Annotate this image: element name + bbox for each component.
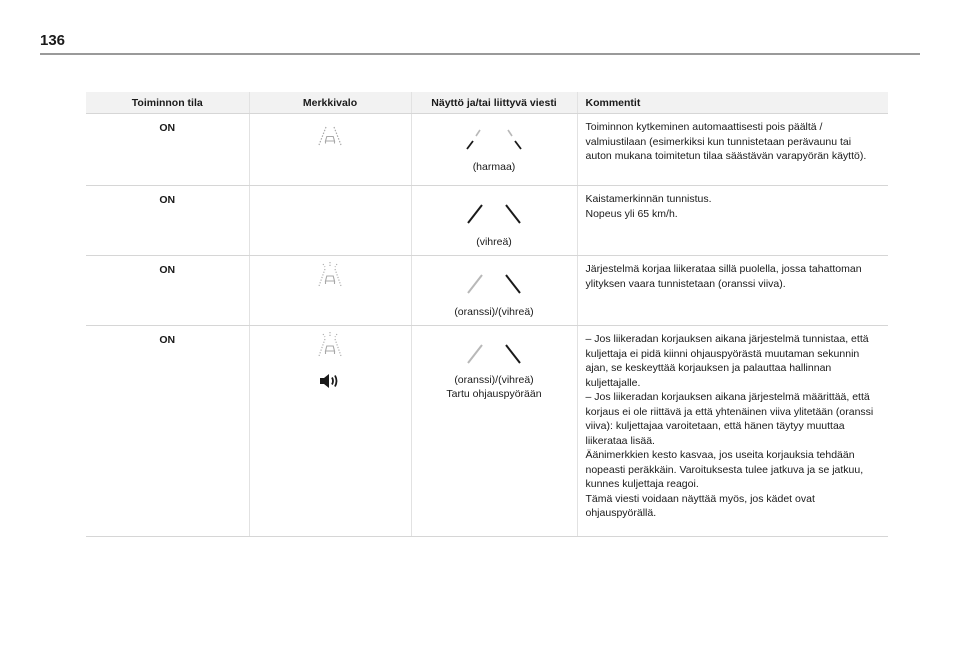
- state-cell: ON: [86, 114, 249, 186]
- lane-lines-orange-green-icon: [464, 272, 524, 296]
- header-state: Toiminnon tila: [86, 92, 249, 114]
- table-row: [86, 114, 888, 186]
- display-cell: [411, 186, 577, 256]
- comment-line: Nopeus yli 65 km/h.: [585, 207, 678, 220]
- table-row: [86, 256, 888, 326]
- table-row: [86, 326, 888, 537]
- display-caption: Tartu ohjauspyörään: [446, 388, 542, 400]
- comment-cell: [577, 326, 888, 537]
- state-cell: ON: [86, 326, 249, 537]
- indicator-cell: [249, 186, 411, 256]
- display-cell: [411, 326, 577, 537]
- lane-lines-green-icon: [464, 202, 524, 226]
- function-status-table: [86, 92, 888, 537]
- header-display: Näyttö ja/tai liittyvä viesti: [411, 92, 577, 114]
- comment-line: Kaistamerkinnän tunnistus.: [585, 193, 712, 205]
- lane-lines-orange-green-icon: [464, 342, 524, 366]
- comment-cell: Järjestelmä korjaa liikerataa sillä puolella, jossa tahattoman ylityksen vaara tunnistetaan (oranssi viiva).: [577, 256, 888, 326]
- header-rule: [40, 53, 920, 55]
- comment-cell: Toiminnon kytkeminen automaattisesti pois päältä / valmiustilaan (esimerkiksi kun tunnistetaan perävaunu tai auton mukana toimitetun tilaa säästävän varapyörän käyttö).: [577, 114, 888, 186]
- comment-line: – Jos liikeradan korjauksen aikana järjestelmä määrittää, että korjaus ei ole riittävä ja että yhtenäinen viiva ylitetään (oranssi viiva): kuljettajaa varoitetaan, että hänen täytyy muuttaa liikerataa lisää.: [585, 391, 874, 447]
- table-header-row: [86, 92, 888, 114]
- indicator-cell: [249, 326, 411, 537]
- table-row: [86, 186, 888, 256]
- comment-cell: [577, 186, 888, 256]
- display-caption: (harmaa): [472, 161, 516, 173]
- comment-line: Äänimerkkien kesto kasvaa, jos useita korjauksia tehdään nopeasti peräkkäin. Varoituksesta tulee jatkuva ja se jatkuu, kunnes kuljettaja reagoi.: [585, 449, 864, 490]
- lane-assist-active-icon: [316, 331, 344, 359]
- display-caption: (vihreä): [476, 236, 512, 248]
- lane-assist-active-icon: [316, 261, 344, 289]
- comment-line: – Jos liikeradan korjauksen aikana järjestelmä tunnistaa, että kuljettaja ei pidä kiinni ohjauspyörästä muutaman sekunnin ajan, se keskeyttää korjauksen ja palauttaa hallinnan kuljettajalle.: [585, 333, 869, 389]
- lane-assist-dotted-grey-icon: [317, 124, 343, 148]
- indicator-cell: [249, 256, 411, 326]
- indicator-cell: [249, 114, 411, 186]
- display-cell: [411, 256, 577, 326]
- state-cell: ON: [86, 256, 249, 326]
- header-indicator: Merkkivalo: [249, 92, 411, 114]
- header-comments: Kommentit: [577, 92, 888, 114]
- display-cell: [411, 114, 577, 186]
- display-caption: (oranssi)/(vihreä): [454, 374, 534, 386]
- state-cell: ON: [86, 186, 249, 256]
- page-number: 136: [40, 32, 66, 49]
- comment-line: Tämä viesti voidaan näyttää myös, jos kädet ovat ohjauspyörällä.: [585, 492, 815, 519]
- display-caption: (oranssi)/(vihreä): [454, 306, 534, 318]
- audible-alert-icon: [318, 372, 342, 390]
- lane-lines-dashed-grey-icon: [464, 128, 524, 152]
